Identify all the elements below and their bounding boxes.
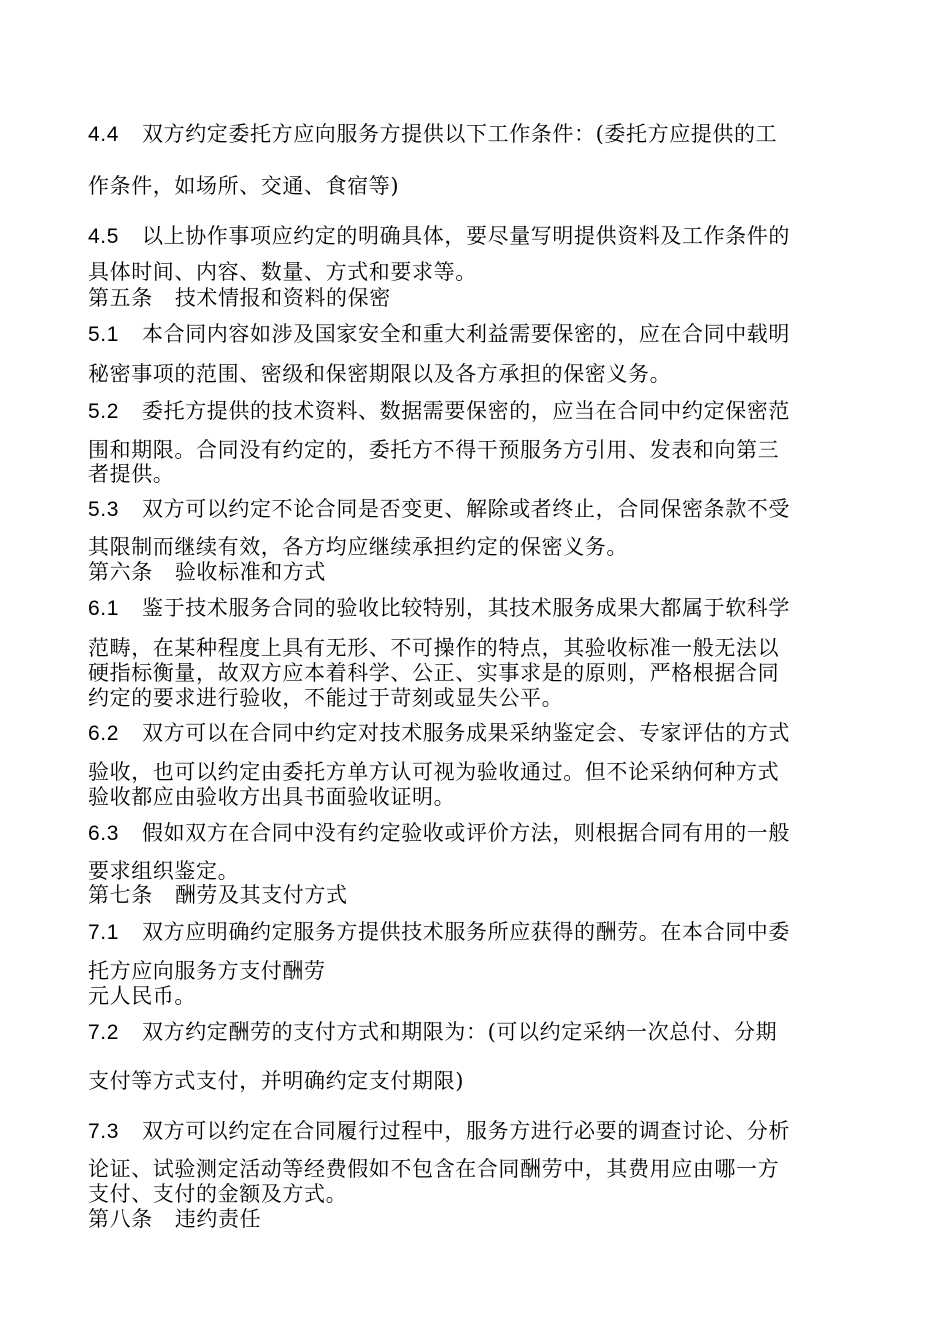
article-5-heading xyxy=(88,284,868,312)
article-8-heading xyxy=(88,1205,868,1233)
article-7-heading xyxy=(88,881,868,909)
article-prefix: 第八条 xyxy=(88,1207,153,1231)
article-title: 验收标准和方式 xyxy=(174,560,327,584)
clause-6-1-line-2: 范畴，在某种程度上具有无形、不可操作的特点，其验收标准一般无法以 xyxy=(88,636,780,660)
article-prefix: 第七条 xyxy=(88,883,153,907)
clause-number: 5.3 xyxy=(88,498,119,521)
clause-7-1-line-2: 托方应向服务方支付酬劳 xyxy=(88,959,326,983)
clause-number: 7.1 xyxy=(88,921,119,944)
clause-4-4-line-2: 作条件，如场所、交通、食宿等) xyxy=(88,174,400,198)
article-title: 酬劳及其支付方式 xyxy=(174,883,348,907)
clause-number: 7.3 xyxy=(88,1120,119,1143)
clause-number: 4.4 xyxy=(88,123,119,146)
clause-text: 双方约定酬劳的支付方式和期限为：(可以约定采纳一次总付、分期 xyxy=(142,1020,778,1044)
clause-number: 6.3 xyxy=(88,822,119,845)
clause-6-3-line-1 xyxy=(88,819,868,848)
clause-number: 6.2 xyxy=(88,722,119,745)
clause-6-2-line-2: 验收，也可以约定由委托方单方认可视为验收通过。但不论采纳何种方式 xyxy=(88,760,780,784)
clause-6-2-line-3: 验收都应由验收方出具书面验收证明。 xyxy=(88,785,456,809)
article-title: 违约责任 xyxy=(174,1207,262,1231)
clause-6-1-line-4: 约定的要求进行验收，不能过于苛刻或显失公平。 xyxy=(88,686,564,710)
clause-number: 6.1 xyxy=(88,597,119,620)
clause-text: 双方可以约定不论合同是否变更、解除或者终止，合同保密条款不受 xyxy=(142,497,790,521)
clause-text: 假如双方在合同中没有约定验收或评价方法，则根据合同有用的一般 xyxy=(142,821,790,845)
clause-4-4-line-1 xyxy=(88,120,868,149)
clause-text: 委托方提供的技术资料、数据需要保密的，应当在合同中约定保密范 xyxy=(142,399,790,423)
clause-5-1-line-2: 秘密事项的范围、密级和保密期限以及各方承担的保密义务。 xyxy=(88,362,672,386)
article-prefix: 第五条 xyxy=(88,286,153,310)
clause-text: 双方可以约定在合同履行过程中，服务方进行必要的调查讨论、分析 xyxy=(142,1119,790,1143)
clause-7-1-line-3: 元人民币。 xyxy=(88,984,196,1008)
article-6-heading xyxy=(88,558,868,586)
clause-7-2-line-1 xyxy=(88,1018,868,1047)
clause-7-3-line-1 xyxy=(88,1117,868,1146)
clause-6-1-line-1 xyxy=(88,594,868,623)
clause-text: 鉴于技术服务合同的验收比较特别，其技术服务成果大都属于软科学 xyxy=(142,596,790,620)
clause-5-2-line-2: 围和期限。合同没有约定的，委托方不得干预服务方引用、发表和向第三 xyxy=(88,438,780,462)
clause-number: 4.5 xyxy=(88,225,119,248)
clause-4-5-line-2: 具体时间、内容、数量、方式和要求等。 xyxy=(88,260,477,284)
clause-5-2-line-3: 者提供。 xyxy=(88,462,175,486)
article-title: 技术情报和资料的保密 xyxy=(174,286,391,310)
clause-number: 7.2 xyxy=(88,1021,119,1044)
clause-7-3-line-3: 支付、支付的金额及方式。 xyxy=(88,1182,348,1206)
clause-7-1-line-1 xyxy=(88,918,868,947)
article-prefix: 第六条 xyxy=(88,560,153,584)
clause-number: 5.1 xyxy=(88,323,119,346)
clause-7-2-line-2: 支付等方式支付，并明确约定支付期限) xyxy=(88,1069,464,1093)
clause-5-2-line-1 xyxy=(88,397,868,426)
clause-6-1-line-3: 硬指标衡量，故双方应本着科学、公正、实事求是的原则，严格根据合同 xyxy=(88,661,780,685)
clause-5-3-line-2: 其限制而继续有效，各方均应继续承担约定的保密义务。 xyxy=(88,535,628,559)
clause-5-1-line-1 xyxy=(88,320,868,349)
clause-7-3-line-2: 论证、试验测定活动等经费假如不包含在合同酬劳中，其费用应由哪一方 xyxy=(88,1157,780,1181)
clause-6-3-line-2: 要求组织鉴定。 xyxy=(88,859,240,883)
clause-4-5-line-1 xyxy=(88,222,868,251)
clause-text: 以上协作事项应约定的明确具体，要尽量写明提供资料及工作条件的 xyxy=(142,224,790,248)
clause-text: 双方可以在合同中约定对技术服务成果采纳鉴定会、专家评估的方式 xyxy=(142,721,790,745)
clause-6-2-line-1 xyxy=(88,719,868,748)
clause-number: 5.2 xyxy=(88,400,119,423)
clause-text: 本合同内容如涉及国家安全和重大利益需要保密的，应在合同中载明 xyxy=(142,322,790,346)
clause-5-3-line-1 xyxy=(88,495,868,524)
clause-text: 双方应明确约定服务方提供技术服务所应获得的酬劳。在本合同中委 xyxy=(142,920,790,944)
clause-text: 双方约定委托方应向服务方提供以下工作条件：(委托方应提供的工 xyxy=(142,122,778,146)
